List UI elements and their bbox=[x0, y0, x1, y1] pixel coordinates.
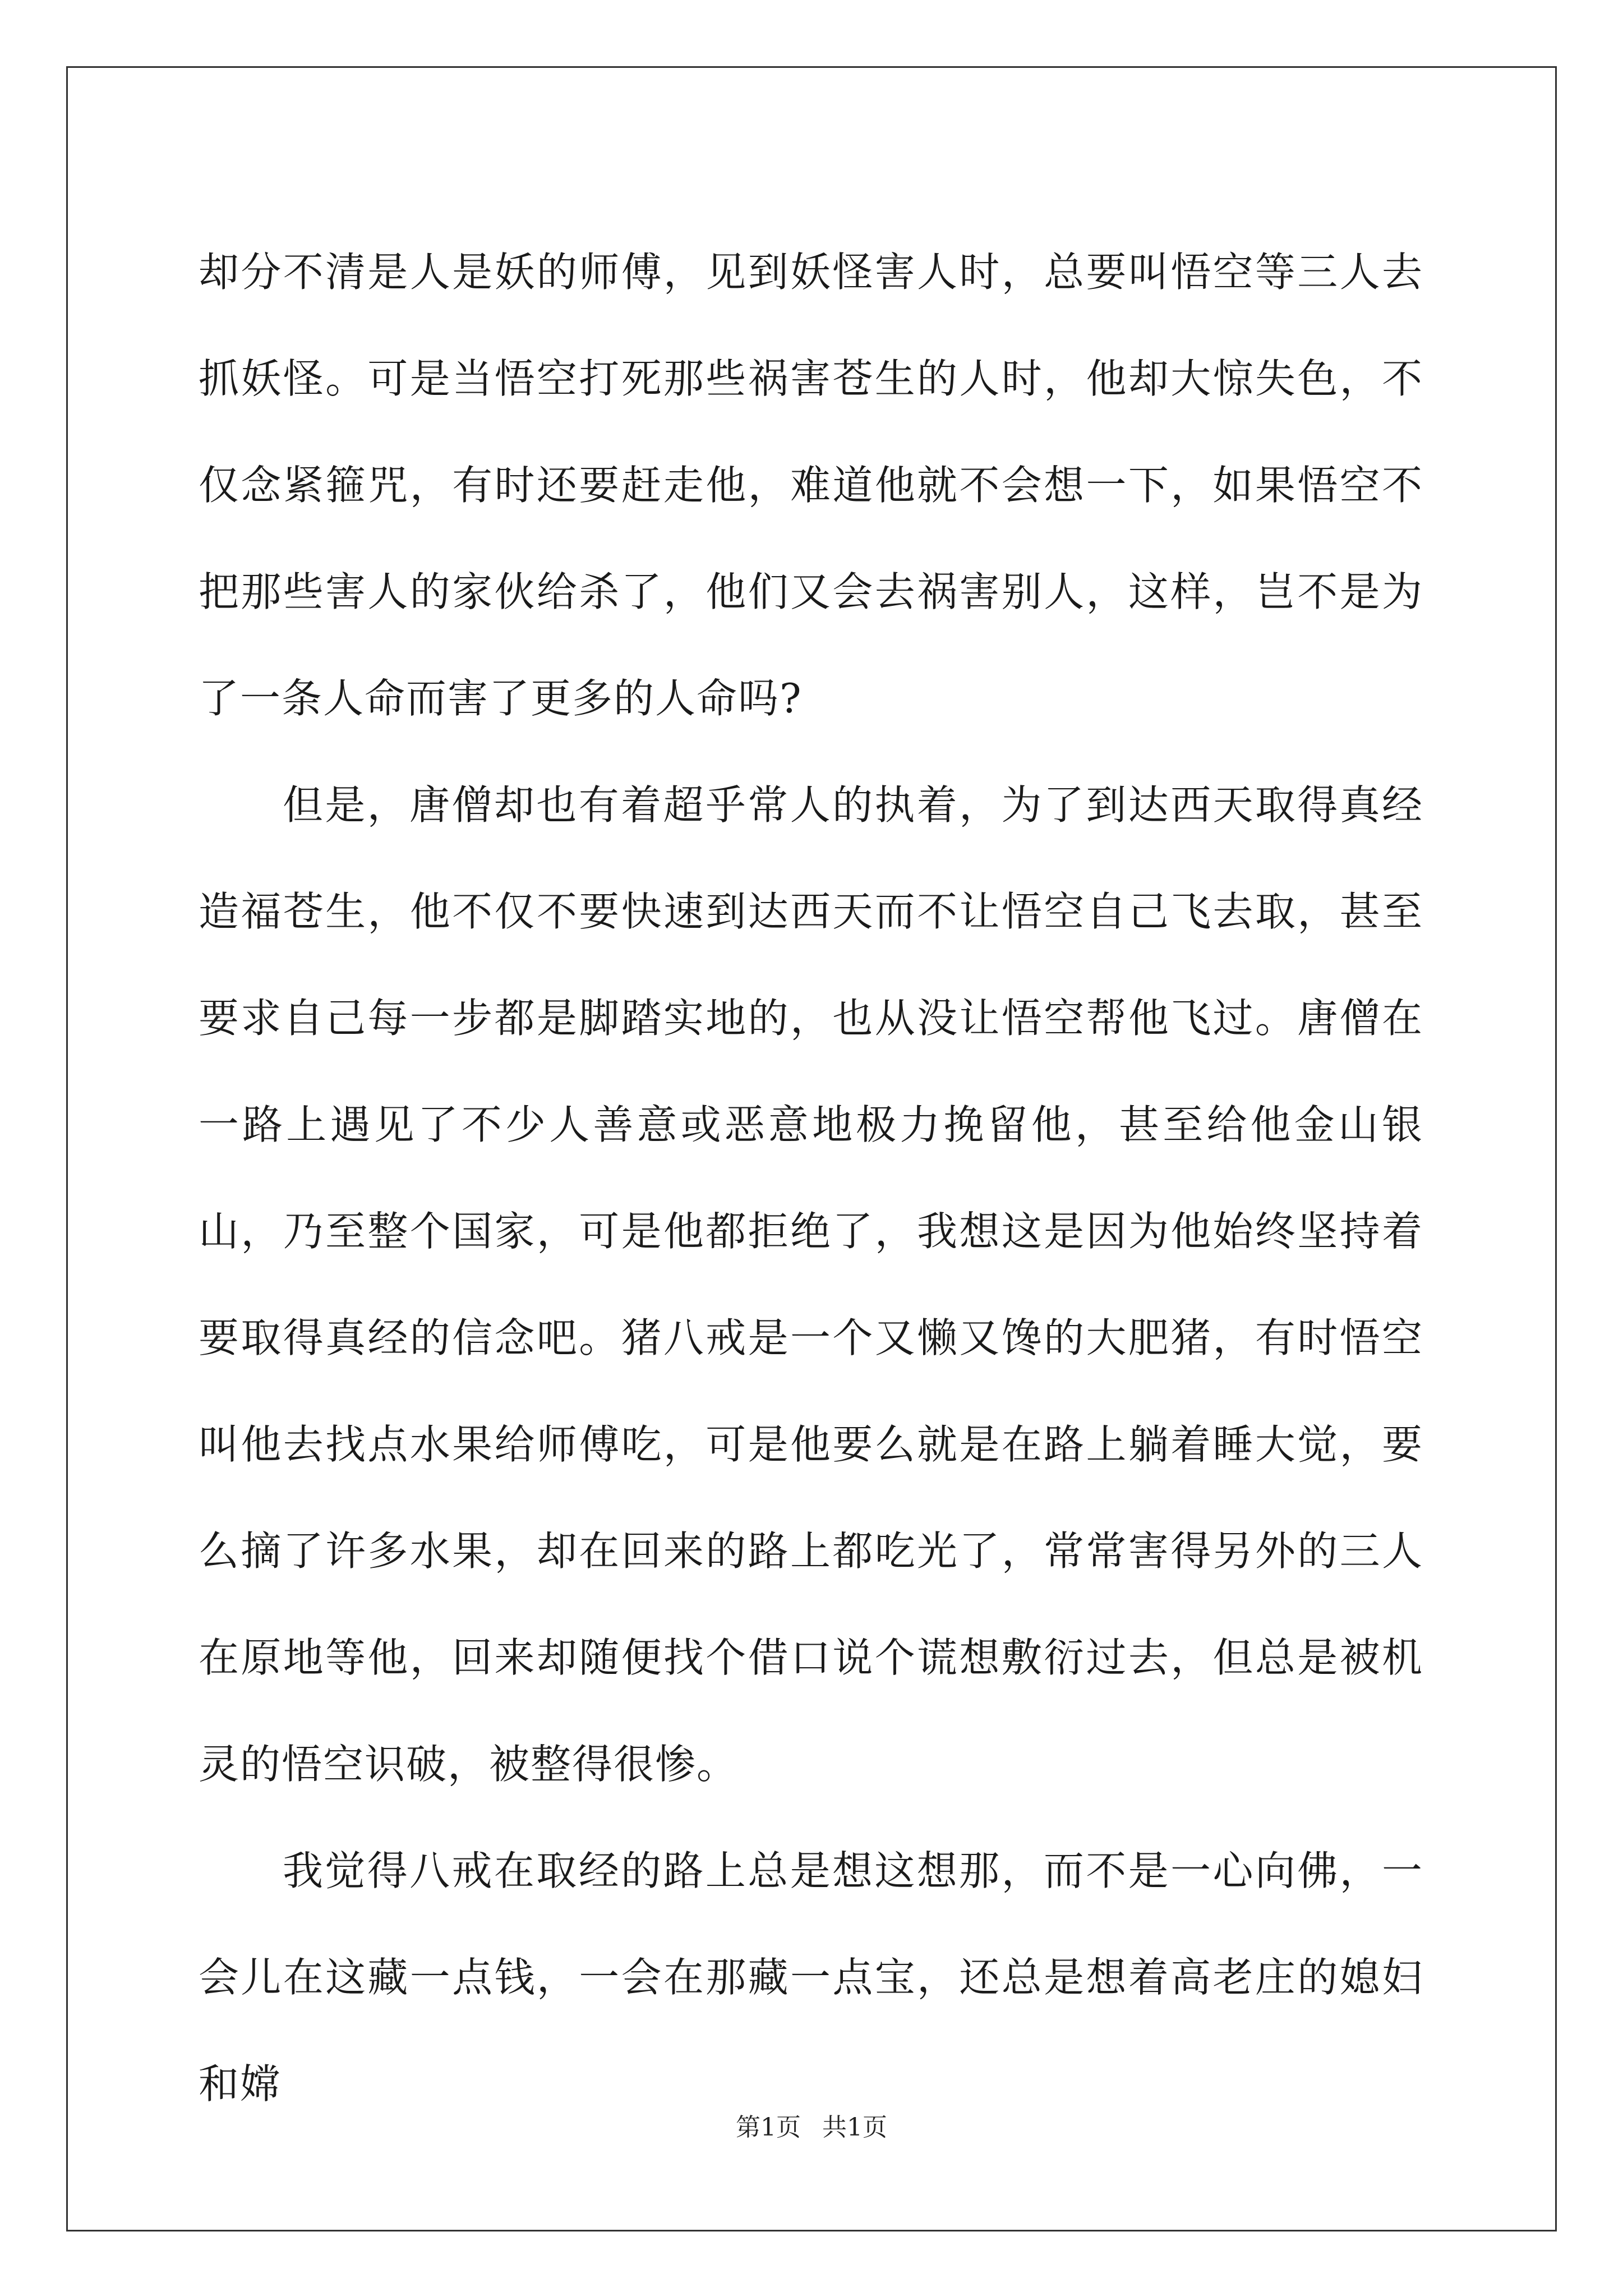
page-number: 第1页 bbox=[736, 2113, 801, 2142]
paragraph-2: 但是，唐僧却也有着超乎常人的执着，为了到达西天取得真经造福苍生，他不仅不要快速到达西天而不让悟空自己飞去取，甚至要求自己每一步都是脚踏实地的，也从没让悟空帮他飞过。唐僧在一路上遇见了不少人善意或恶意地极力挽留他，甚至给他金山银山，乃至整个国家，可是他都拒绝了，我想这是因为他始终坚持着要取得真经的信念吧。猪八戒是一个又懒又馋的大肥猪，有时悟空叫他去找点水果给师傅吃，可是他要么就是在路上躺着睡大觉，要么摘了许多水果，却在回来的路上都吃光了，常常害得另外的三人在原地等他，回来却随便找个借口说个谎想敷衍过去，但总是被机灵的悟空识破，被整得很惨。 bbox=[199, 781, 1423, 1788]
document-body bbox=[199, 219, 1423, 2137]
page-footer bbox=[0, 2112, 1623, 2143]
paragraph-1: 却分不清是人是妖的师傅，见到妖怪害人时，总要叫悟空等三人去抓妖怪。可是当悟空打死那些祸害苍生的人时，他却大惊失色，不仅念紧箍咒，有时还要赶走他，难道他就不会想一下，如果悟空不把那些害人的家伙给杀了，他们又会去祸害别人，这样，岂不是为了一条人命而害了更多的人命吗? bbox=[199, 249, 1423, 722]
paragraph-3: 我觉得八戒在取经的路上总是想这想那，而不是一心向佛，一会儿在这藏一点钱，一会在那藏一点宝，还总是想着高老庄的媳妇和嫦 bbox=[199, 1847, 1423, 2108]
total-pages: 共1页 bbox=[822, 2113, 887, 2142]
